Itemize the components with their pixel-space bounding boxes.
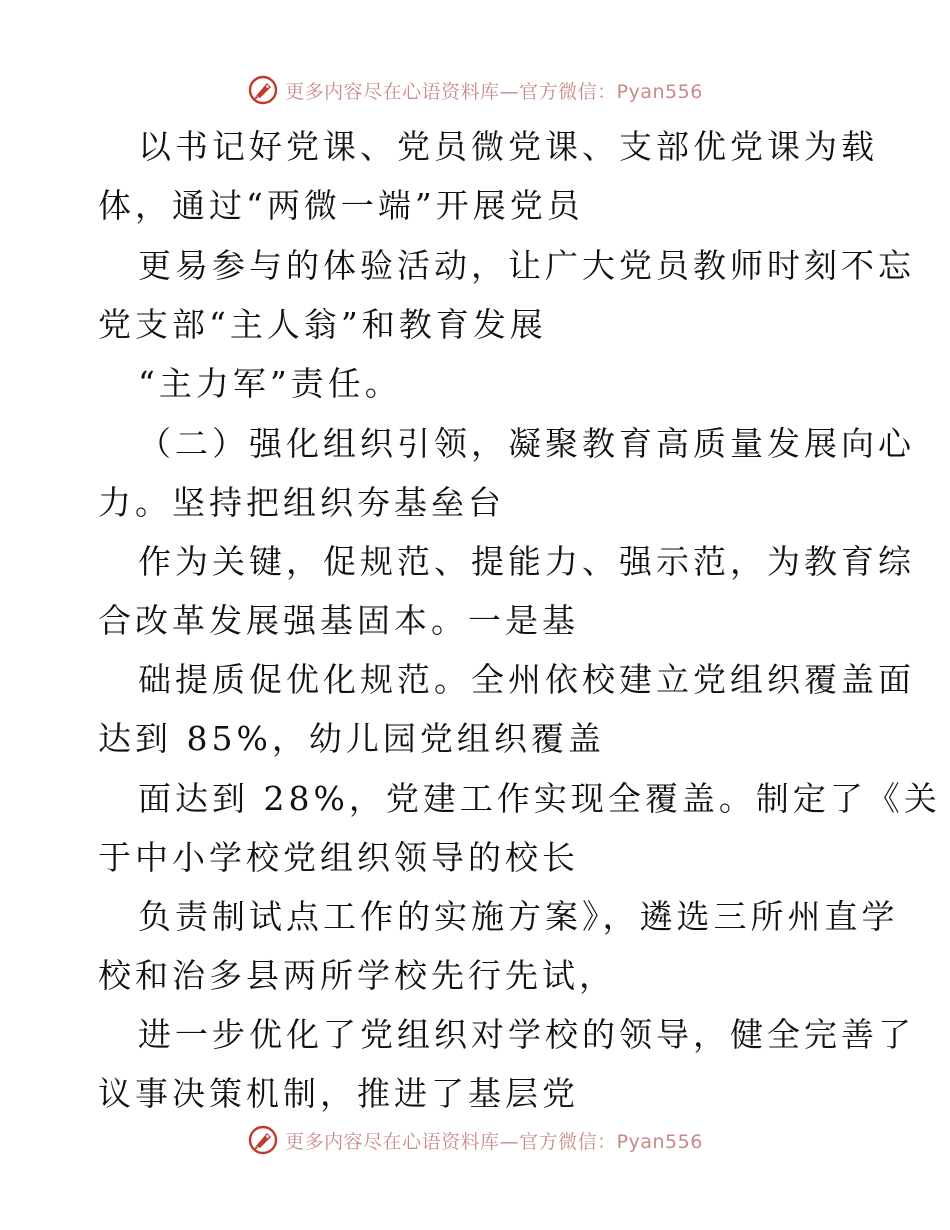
text-line: “主力军”责任。 — [138, 364, 402, 403]
pen-nib-logo-icon — [247, 1124, 279, 1156]
watermark-banner-bottom — [0, 1120, 950, 1160]
pen-nib-logo-icon — [247, 74, 279, 106]
text-line: 面达到 28%，党建工作实现全覆盖。制定了《关 — [138, 779, 941, 818]
watermark-text: 更多内容尽在心语资料库—官方微信：Pyan556 — [285, 1130, 703, 1153]
watermark-text: 更多内容尽在心语资料库—官方微信：Pyan556 — [285, 80, 703, 103]
text-line: 议事决策机制，推进了基层党 — [98, 1074, 579, 1113]
text-line: 进一步优化了党组织对学校的领导，健全完善了 — [138, 1015, 915, 1054]
text-line: 作为关键，促规范、提能力、强示范，为教育综 — [138, 542, 915, 581]
text-line: 力。坚持把组织夯基垒台 — [98, 483, 505, 522]
text-line: （二）强化组织引领，凝聚教育高质量发展向心 — [138, 424, 915, 463]
watermark-banner-top — [0, 70, 950, 110]
text-line: 于中小学校党组织领导的校长 — [98, 838, 579, 877]
text-line: 体，通过“两微一端”开展党员 — [98, 186, 584, 225]
text-line: 合改革发展强基固本。一是基 — [98, 601, 579, 640]
text-line: 更易参与的体验活动，让广大党员教师时刻不忘 — [138, 246, 915, 285]
text-line: 达到 85%，幼儿园党组织覆盖 — [98, 719, 605, 758]
text-line: 校和治多县两所学校先行先试， — [98, 956, 616, 995]
text-line: 础提质促优化规范。全州依校建立党组织覆盖面 — [138, 660, 915, 699]
text-line: 负责制试点工作的实施方案》，遴选三所州直学 — [138, 897, 899, 936]
text-line: 以书记好党课、党员微党课、支部优党课为载 — [138, 127, 878, 166]
text-line: 党支部“主人翁”和教育发展 — [98, 305, 547, 344]
